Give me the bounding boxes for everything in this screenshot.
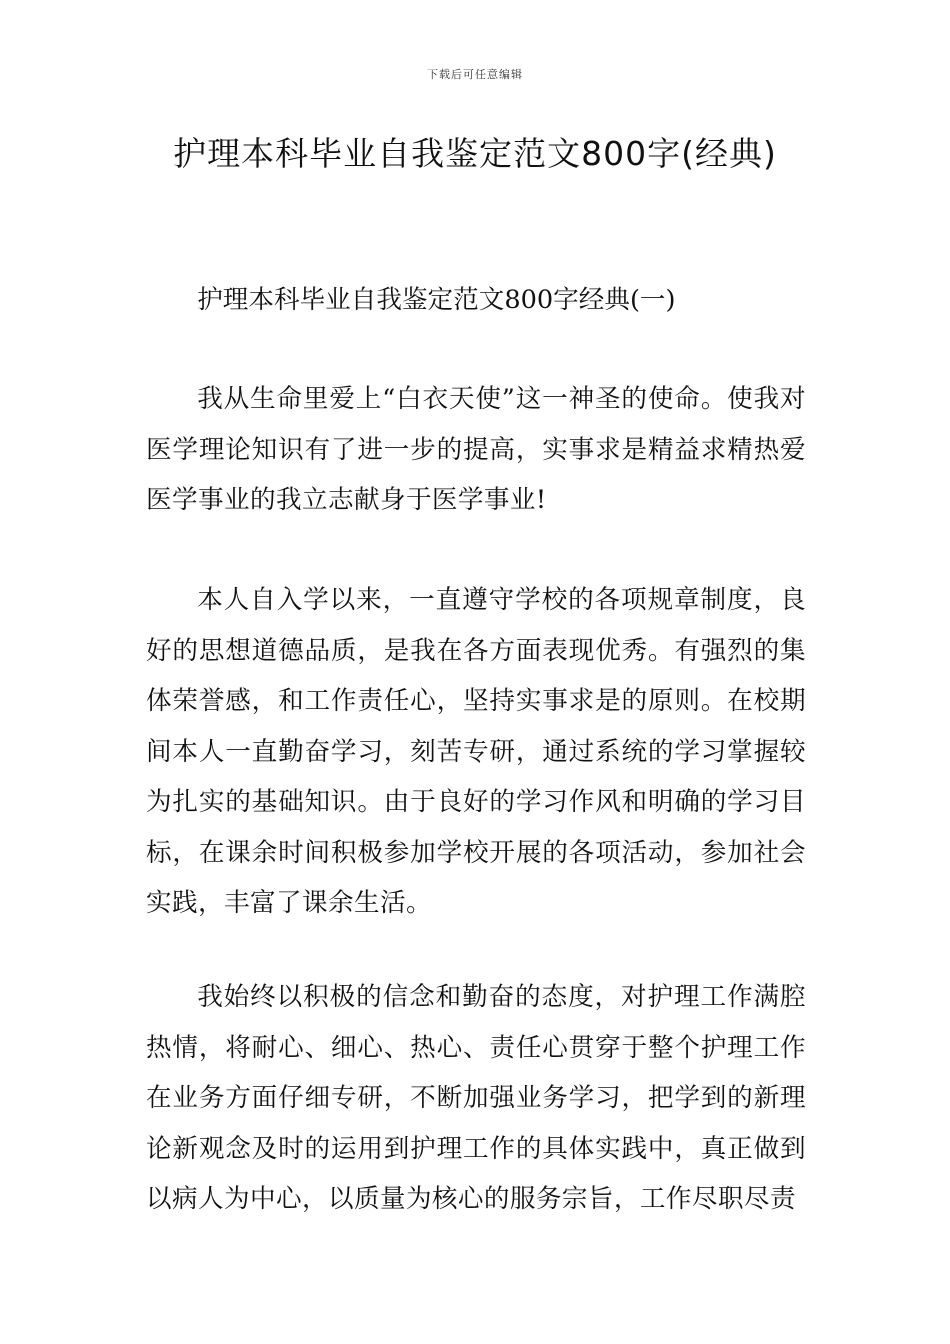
document-title: 护理本科毕业自我鉴定范文800字(经典) [173, 134, 777, 173]
body-paragraph: 我从生命里爱上“白衣天使”这一神圣的使命。使我对医学理论知识有了进一步的提高，实事求是精益求精热爱医学事业的我立志献身于医学事业! [146, 384, 806, 515]
body-paragraph: 我始终以积极的信念和勤奋的态度，对护理工作满腔热情，将耐心、细心、热心、责任心贯穿于整个护理工作在业务方面仔细专研，不断加强业务学习，把学到的新理论新观念及时的运用到护理工作的具体实践中，真正做到以病人为中心，以质量为核心的服务宗旨，工作尽职尽责 [146, 982, 806, 1214]
section-heading: 护理本科毕业自我鉴定范文800字经典(一) [197, 285, 676, 315]
header-note: 下载后可任意编辑 [427, 68, 523, 81]
body-paragraph: 本人自入学以来，一直遵守学校的各项规章制度，良好的思想道德品质，是我在各方面表现优秀。有强烈的集体荣誉感，和工作责任心，坚持实事求是的原则。在校期间本人一直勤奋学习，刻苦专研，通过系统的学习掌握较为扎实的基础知识。由于良好的学习作风和明确的学习目标，在课余时间积极参加学校开展的各项活动，参加社会实践，丰富了课余生活。 [146, 585, 806, 918]
